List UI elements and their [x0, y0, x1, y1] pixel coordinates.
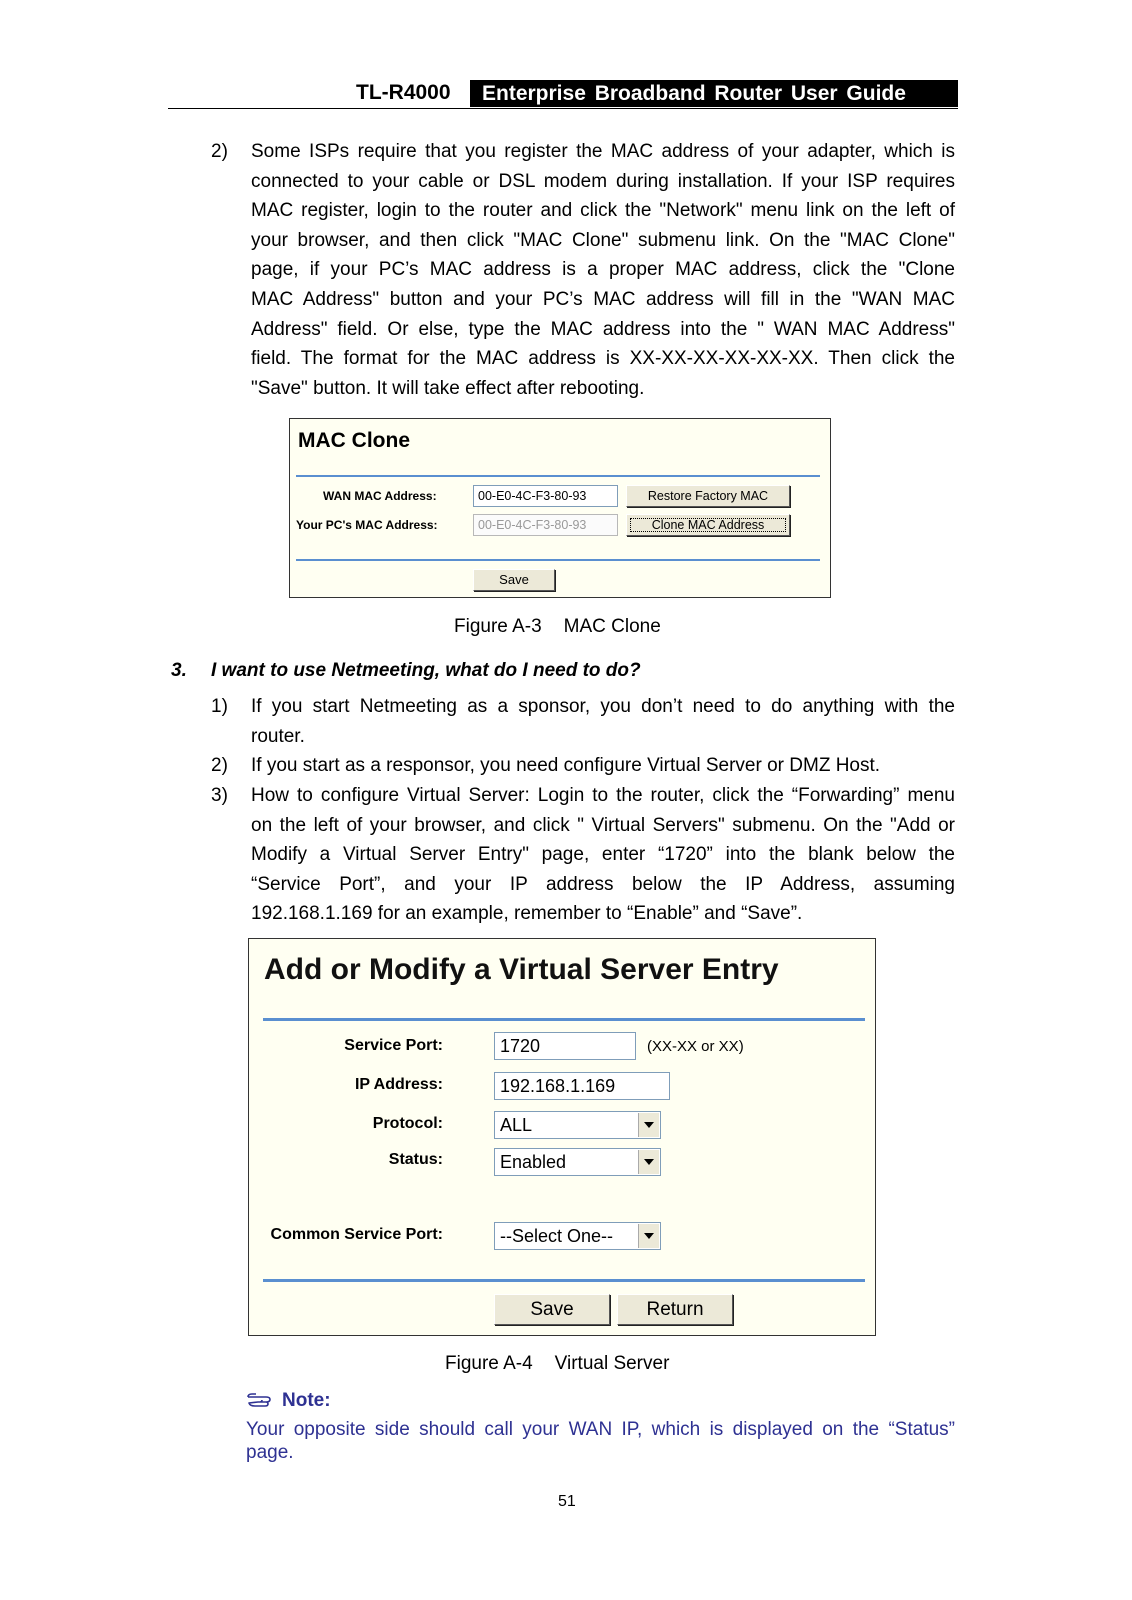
figure-label: Figure A-4	[445, 1353, 533, 1374]
text-line: MAC register, login to the router and click the "Network" menu link on the left of	[251, 200, 955, 222]
mac-clone-title: MAC Clone	[298, 429, 410, 452]
service-port-label: Service Port:	[344, 1037, 443, 1054]
text-line: Modify a Virtual Server Entry" page, enter “1720” into the blank below the	[251, 844, 955, 866]
protocol-select[interactable]	[494, 1111, 661, 1139]
note-line: page.	[246, 1442, 294, 1463]
save-button[interactable]: Save	[494, 1294, 610, 1325]
wan-mac-input[interactable]: 00-E0-4C-F3-80-93	[473, 485, 618, 507]
figure-name: MAC Clone	[563, 616, 661, 637]
ip-address-input[interactable]: 192.168.1.169	[494, 1072, 670, 1100]
divider	[296, 559, 820, 561]
text-line: If you start as a responsor, you need configure Virtual Server or DMZ Host.	[251, 755, 881, 776]
list-item-text	[251, 692, 955, 751]
list-item-number: 1)	[211, 696, 228, 717]
question-text: I want to use Netmeeting, what do I need to do?	[211, 660, 641, 681]
service-port-hint: (XX-XX or XX)	[647, 1038, 744, 1055]
header-rule	[168, 108, 958, 109]
status-value: Enabled	[500, 1152, 567, 1172]
note-line: Your opposite side should call your WAN IP, which is displayed on the “Status”	[246, 1419, 955, 1440]
list-item-text	[251, 137, 955, 403]
pointing-hand-icon	[246, 1391, 276, 1409]
list-item-number: 2)	[211, 755, 228, 776]
divider	[263, 1018, 865, 1021]
return-button[interactable]: Return	[617, 1294, 733, 1325]
clone-mac-address-label: Clone MAC Address	[627, 515, 789, 535]
text-line: connected to your cable or DSL modem during installation. If your ISP requires	[251, 170, 955, 192]
text-line: on the left of your browser, and click " Virtual Servers" submenu. On the "Add or	[251, 814, 955, 836]
text-line: 192.168.1.169 for an example, remember to “Enable” and “Save”.	[251, 903, 803, 925]
virtual-server-title: Add or Modify a Virtual Server Entry	[264, 953, 779, 986]
list-item-number: 2)	[211, 141, 228, 162]
status-label: Status:	[388, 1151, 443, 1168]
protocol-label: Protocol:	[372, 1115, 443, 1132]
text-line: field. The format for the MAC address is XX-XX-XX-XX-XX-XX. Then click the	[251, 348, 955, 370]
clone-mac-address-button[interactable]	[626, 514, 790, 536]
service-port-input[interactable]: 1720	[494, 1032, 636, 1060]
wan-mac-label: WAN MAC Address:	[323, 489, 437, 503]
text-line: "Save" button. It will take effect after rebooting.	[251, 377, 645, 399]
chevron-down-icon[interactable]	[638, 1113, 659, 1137]
list-item-text	[251, 781, 955, 929]
note-heading	[246, 1390, 331, 1412]
common-service-port-select[interactable]	[494, 1222, 661, 1250]
pc-mac-field: 00-E0-4C-F3-80-93	[473, 514, 618, 536]
common-service-port-label: Common Service Port:	[270, 1226, 443, 1243]
figure-name: Virtual Server	[554, 1353, 670, 1374]
header-title: Enterprise Broadband Router User Guide	[470, 80, 958, 107]
text-line: router.	[251, 725, 305, 747]
chevron-down-icon[interactable]	[638, 1224, 659, 1248]
figure-caption	[454, 616, 661, 638]
figure-label: Figure A-3	[454, 616, 542, 637]
question-number: 3.	[171, 660, 187, 681]
list-item-text	[251, 751, 955, 781]
save-button[interactable]: Save	[473, 569, 555, 591]
figure-caption	[445, 1353, 669, 1375]
status-select[interactable]	[494, 1148, 661, 1176]
divider	[296, 475, 820, 477]
pc-mac-label: Your PC's MAC Address:	[296, 518, 438, 532]
divider	[263, 1279, 865, 1282]
text-line: “Service Port”, and your IP address below the IP Address, assuming	[251, 873, 955, 895]
text-line: your browser, and then click "MAC Clone" submenu link. On the "MAC Clone"	[251, 229, 955, 251]
restore-factory-mac-button[interactable]: Restore Factory MAC	[626, 485, 790, 507]
note-text	[246, 1418, 955, 1464]
protocol-value: ALL	[500, 1115, 533, 1135]
text-line: If you start Netmeeting as a sponsor, you don’t need to do anything with the	[251, 696, 955, 717]
header-model: TL-R4000	[356, 81, 451, 104]
text-line: Address" field. Or else, type the MAC address into the " WAN MAC Address"	[251, 318, 955, 340]
text-line: How to configure Virtual Server: Login to the router, click the “Forwarding” menu	[251, 785, 955, 806]
ip-address-label: IP Address:	[354, 1076, 443, 1093]
common-service-port-value: --Select One--	[500, 1226, 614, 1246]
note-label: Note:	[282, 1390, 331, 1411]
mac-clone-screenshot	[289, 418, 831, 598]
text-line: MAC Address" button and your PC’s MAC address will fill in the "WAN MAC	[251, 288, 955, 310]
text-line: page, if your PC’s MAC address is a proper MAC address, click the "Clone	[251, 259, 955, 281]
page-number: 51	[558, 1493, 576, 1510]
virtual-server-screenshot	[248, 938, 876, 1336]
text-line: Some ISPs require that you register the MAC address of your adapter, which is	[251, 141, 955, 162]
list-item-number: 3)	[211, 785, 228, 806]
chevron-down-icon[interactable]	[638, 1150, 659, 1174]
